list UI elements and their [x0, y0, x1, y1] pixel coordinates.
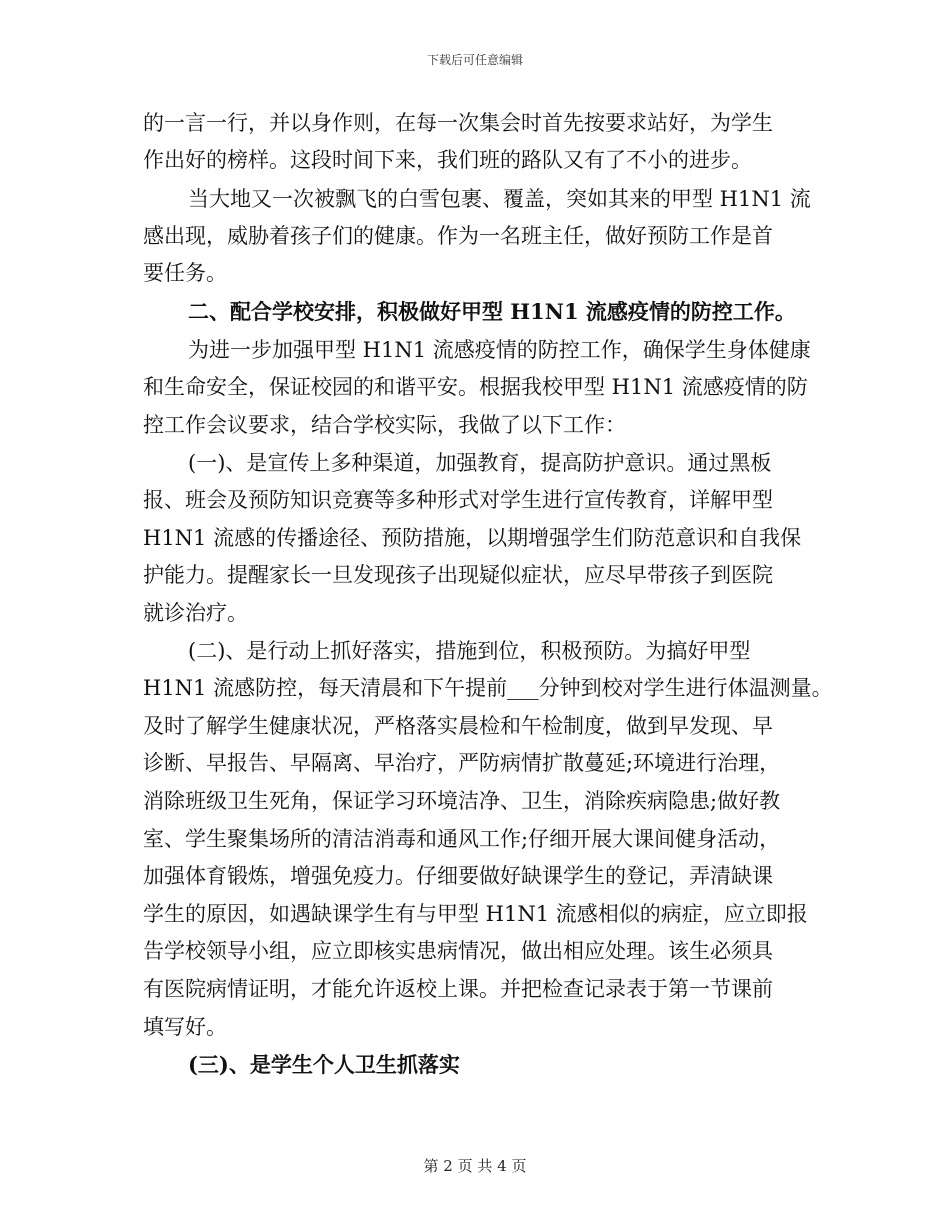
text-line: 的一言一行，并以身作则，在每一次集会时首先按要求站好，为学生	[143, 111, 773, 135]
text-line: H1N1 流感防控，每天清晨和下午提前___分钟到校对学生进行体温测量。	[143, 676, 833, 700]
text-line: 就诊治疗。	[143, 601, 248, 625]
text-line: (一)、是宣传上多种渠道，加强教育，提高防护意识。通过黑板	[188, 451, 772, 475]
text-line: 感出现，威胁着孩子们的健康。作为一名班主任，做好预防工作是首	[143, 224, 773, 248]
text-line: 护能力。提醒家长一旦发现孩子出现疑似症状，应尽早带孩子到医院	[143, 563, 773, 587]
text-line: 当大地又一次被飘飞的白雪包裹、覆盖，突如其来的甲型 H1N1 流	[188, 187, 811, 211]
page-number: 第 2 页 共 4 页	[423, 1157, 527, 1175]
subsection-heading: (三)、是学生个人卫生抓落实	[188, 1052, 460, 1077]
text-line: H1N1 流感的传播途径、预防措施，以期增强学生们防范意识和自我保	[143, 526, 802, 550]
text-line: 作出好的榜样。这段时间下来，我们班的路队又有了不小的进步。	[143, 148, 752, 172]
text-line: 有医院病情证明，才能允许返校上课。并把检查记录表于第一节课前	[143, 977, 773, 1001]
text-line: 控工作会议要求，结合学校实际，我做了以下工作：	[143, 413, 626, 437]
text-line: 和生命安全，保证校园的和谐平安。根据我校甲型 H1N1 流感疫情的防	[143, 375, 808, 399]
text-line: 要任务。	[143, 261, 227, 285]
text-line: 诊断、早报告、早隔离、早治疗，严防病情扩散蔓延;环境进行治理，	[143, 751, 781, 775]
page-header: 下载后可任意编辑	[426, 53, 523, 67]
text-line: 报、班会及预防知识竞赛等多种形式对学生进行宣传教育，详解甲型	[143, 488, 773, 512]
text-line: 为进一步加强甲型 H1N1 流感疫情的防控工作，确保学生身体健康	[188, 338, 811, 362]
text-line: 学生的原因，如遇缺课学生有与甲型 H1N1 流感相似的病症，应立即报	[143, 902, 808, 926]
text-line: (二)、是行动上抓好落实，措施到位，积极预防。为搞好甲型	[188, 639, 751, 663]
text-line: 告学校领导小组，应立即核实患病情况，做出相应处理。该生必须具	[143, 939, 773, 963]
text-line: 加强体育锻炼，增强免疫力。仔细要做好缺课学生的登记，弄清缺课	[143, 864, 773, 888]
text-line: 室、学生聚集场所的清洁消毒和通风工作;仔细开展大课间健身活动，	[143, 827, 781, 851]
text-line: 消除班级卫生死角，保证学习环境洁净、卫生，消除疾病隐患;做好教	[143, 789, 781, 813]
text-line: 填写好。	[143, 1015, 227, 1039]
section-heading: 二、配合学校安排，积极做好甲型 H1N1 流感疫情的防控工作。	[188, 299, 796, 324]
text-line: 及时了解学生健康状况，严格落实晨检和午检制度，做到早发现、早	[143, 714, 773, 738]
